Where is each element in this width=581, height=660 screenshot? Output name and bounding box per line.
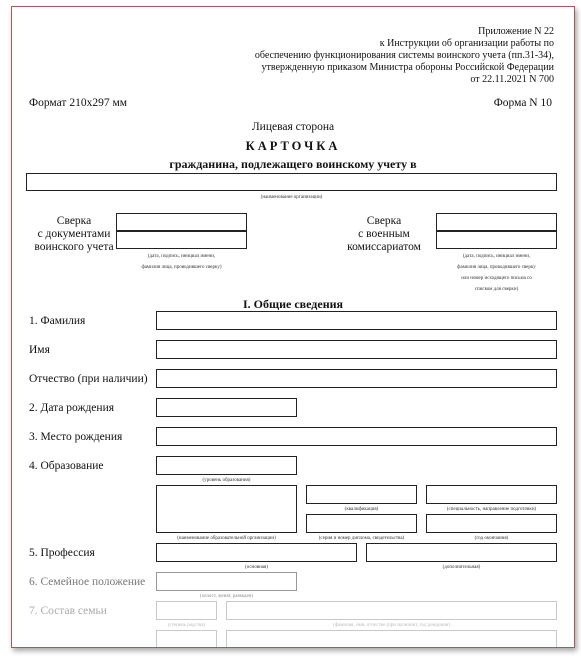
- check-commissariat-line: с военным: [358, 228, 410, 240]
- profession-main-field[interactable]: [156, 543, 357, 562]
- qualification-field[interactable]: [306, 485, 417, 504]
- family-names-caption: (фамилия, имя, отчество (при наличии), год рождения): [333, 623, 450, 628]
- form-number: Форма N 10: [493, 97, 552, 109]
- card-title: КАРТОЧКА: [245, 139, 341, 153]
- format-label: Формат 210x297 мм: [29, 97, 127, 109]
- profession-label: 5. Профессия: [29, 547, 95, 559]
- birth-date-field[interactable]: [156, 398, 297, 417]
- family-names-field-2[interactable]: [226, 630, 557, 648]
- caption-line: списком для сверки): [474, 287, 519, 292]
- header-line: от 22.11.2021 N 700: [470, 74, 554, 85]
- check-docs-caption: [116, 253, 247, 271]
- organization-field[interactable]: [26, 173, 557, 191]
- patronymic-field[interactable]: [156, 369, 557, 388]
- caption-line: (дата, подпись, инициал имени,: [462, 254, 531, 259]
- check-docs-line: воинского учета: [34, 241, 114, 253]
- birth-place-label: 3. Место рождения: [29, 431, 123, 443]
- header-line: Приложение N 22: [478, 26, 554, 37]
- card-subtitle: гражданина, подлежащего воинскому учету в: [169, 157, 417, 171]
- check-docs-label: [28, 215, 120, 254]
- graduation-year-field[interactable]: [426, 514, 557, 533]
- education-level-caption: (уровень образования): [202, 478, 251, 483]
- patronymic-label: Отчество (при наличии): [29, 373, 148, 385]
- education-level-field[interactable]: [156, 456, 297, 475]
- name-field[interactable]: [156, 340, 557, 359]
- profession-extra-field[interactable]: [366, 543, 557, 562]
- kinship-caption: (степень родства): [167, 623, 206, 628]
- marital-status-label: 6. Семейное положение: [29, 576, 146, 588]
- check-docs-line: Сверка: [56, 215, 92, 227]
- header-line: обеспечению функционирования системы воинского учета (пп.31-34),: [254, 50, 554, 61]
- qualification-caption: (квалификация): [344, 507, 379, 512]
- profession-main-caption: (основная): [245, 565, 268, 570]
- header-annotation: [234, 26, 554, 86]
- header-line: к Инструкции об организации работы по: [379, 38, 554, 49]
- family-label: 7. Состав семьи: [29, 605, 107, 617]
- institution-caption: (наименование образовательной организации): [177, 536, 276, 541]
- check-commissariat-line: Сверка: [366, 215, 402, 227]
- check-commissariat-field-2[interactable]: [436, 231, 557, 249]
- check-docs-line: с документами: [37, 228, 111, 240]
- check-commissariat-label: [334, 215, 434, 254]
- kinship-field-2[interactable]: [156, 630, 217, 648]
- document-page: [11, 6, 575, 648]
- surname-field[interactable]: [156, 311, 557, 330]
- caption-line: (дата, подпись, инициал имени,: [147, 254, 216, 259]
- marital-status-field[interactable]: [156, 572, 297, 591]
- check-commissariat-line: комиссариатом: [347, 241, 421, 253]
- check-commissariat-caption: [436, 253, 557, 293]
- education-label: 4. Образование: [29, 460, 104, 472]
- diploma-field[interactable]: [306, 514, 417, 533]
- birth-place-field[interactable]: [156, 427, 557, 446]
- name-label: Имя: [29, 344, 50, 356]
- check-docs-field-2[interactable]: [116, 231, 247, 249]
- institution-field[interactable]: [156, 485, 297, 533]
- header-line: утвержденную приказом Министра обороны Российской Федерации: [261, 62, 554, 73]
- birth-date-label: 2. Дата рождения: [29, 402, 115, 414]
- check-commissariat-field-1[interactable]: [436, 213, 557, 231]
- diploma-caption: (серия и номер диплома, свидетельства): [318, 536, 405, 541]
- specialty-field[interactable]: [426, 485, 557, 504]
- marital-status-caption: (холост, женат, разведен): [199, 594, 254, 599]
- check-docs-field-1[interactable]: [116, 213, 247, 231]
- kinship-field[interactable]: [156, 601, 217, 620]
- specialty-caption: (специальность, направление подготовки): [446, 507, 537, 512]
- caption-line: или номер исходящего письма со: [461, 276, 532, 281]
- graduation-year-caption: (год окончания): [474, 536, 509, 541]
- family-names-field[interactable]: [226, 601, 557, 620]
- section-general-title: I. Общие сведения: [242, 297, 344, 311]
- caption-line: фамилия лица, проводившего сверку): [141, 265, 222, 270]
- caption-line: фамилия лица, проводившего сверку: [457, 265, 536, 270]
- face-side-label: Лицевая сторона: [251, 121, 335, 133]
- surname-label: 1. Фамилия: [29, 315, 86, 327]
- profession-extra-caption: (дополнительная): [442, 565, 481, 570]
- organization-caption: (наименование организации): [260, 195, 323, 200]
